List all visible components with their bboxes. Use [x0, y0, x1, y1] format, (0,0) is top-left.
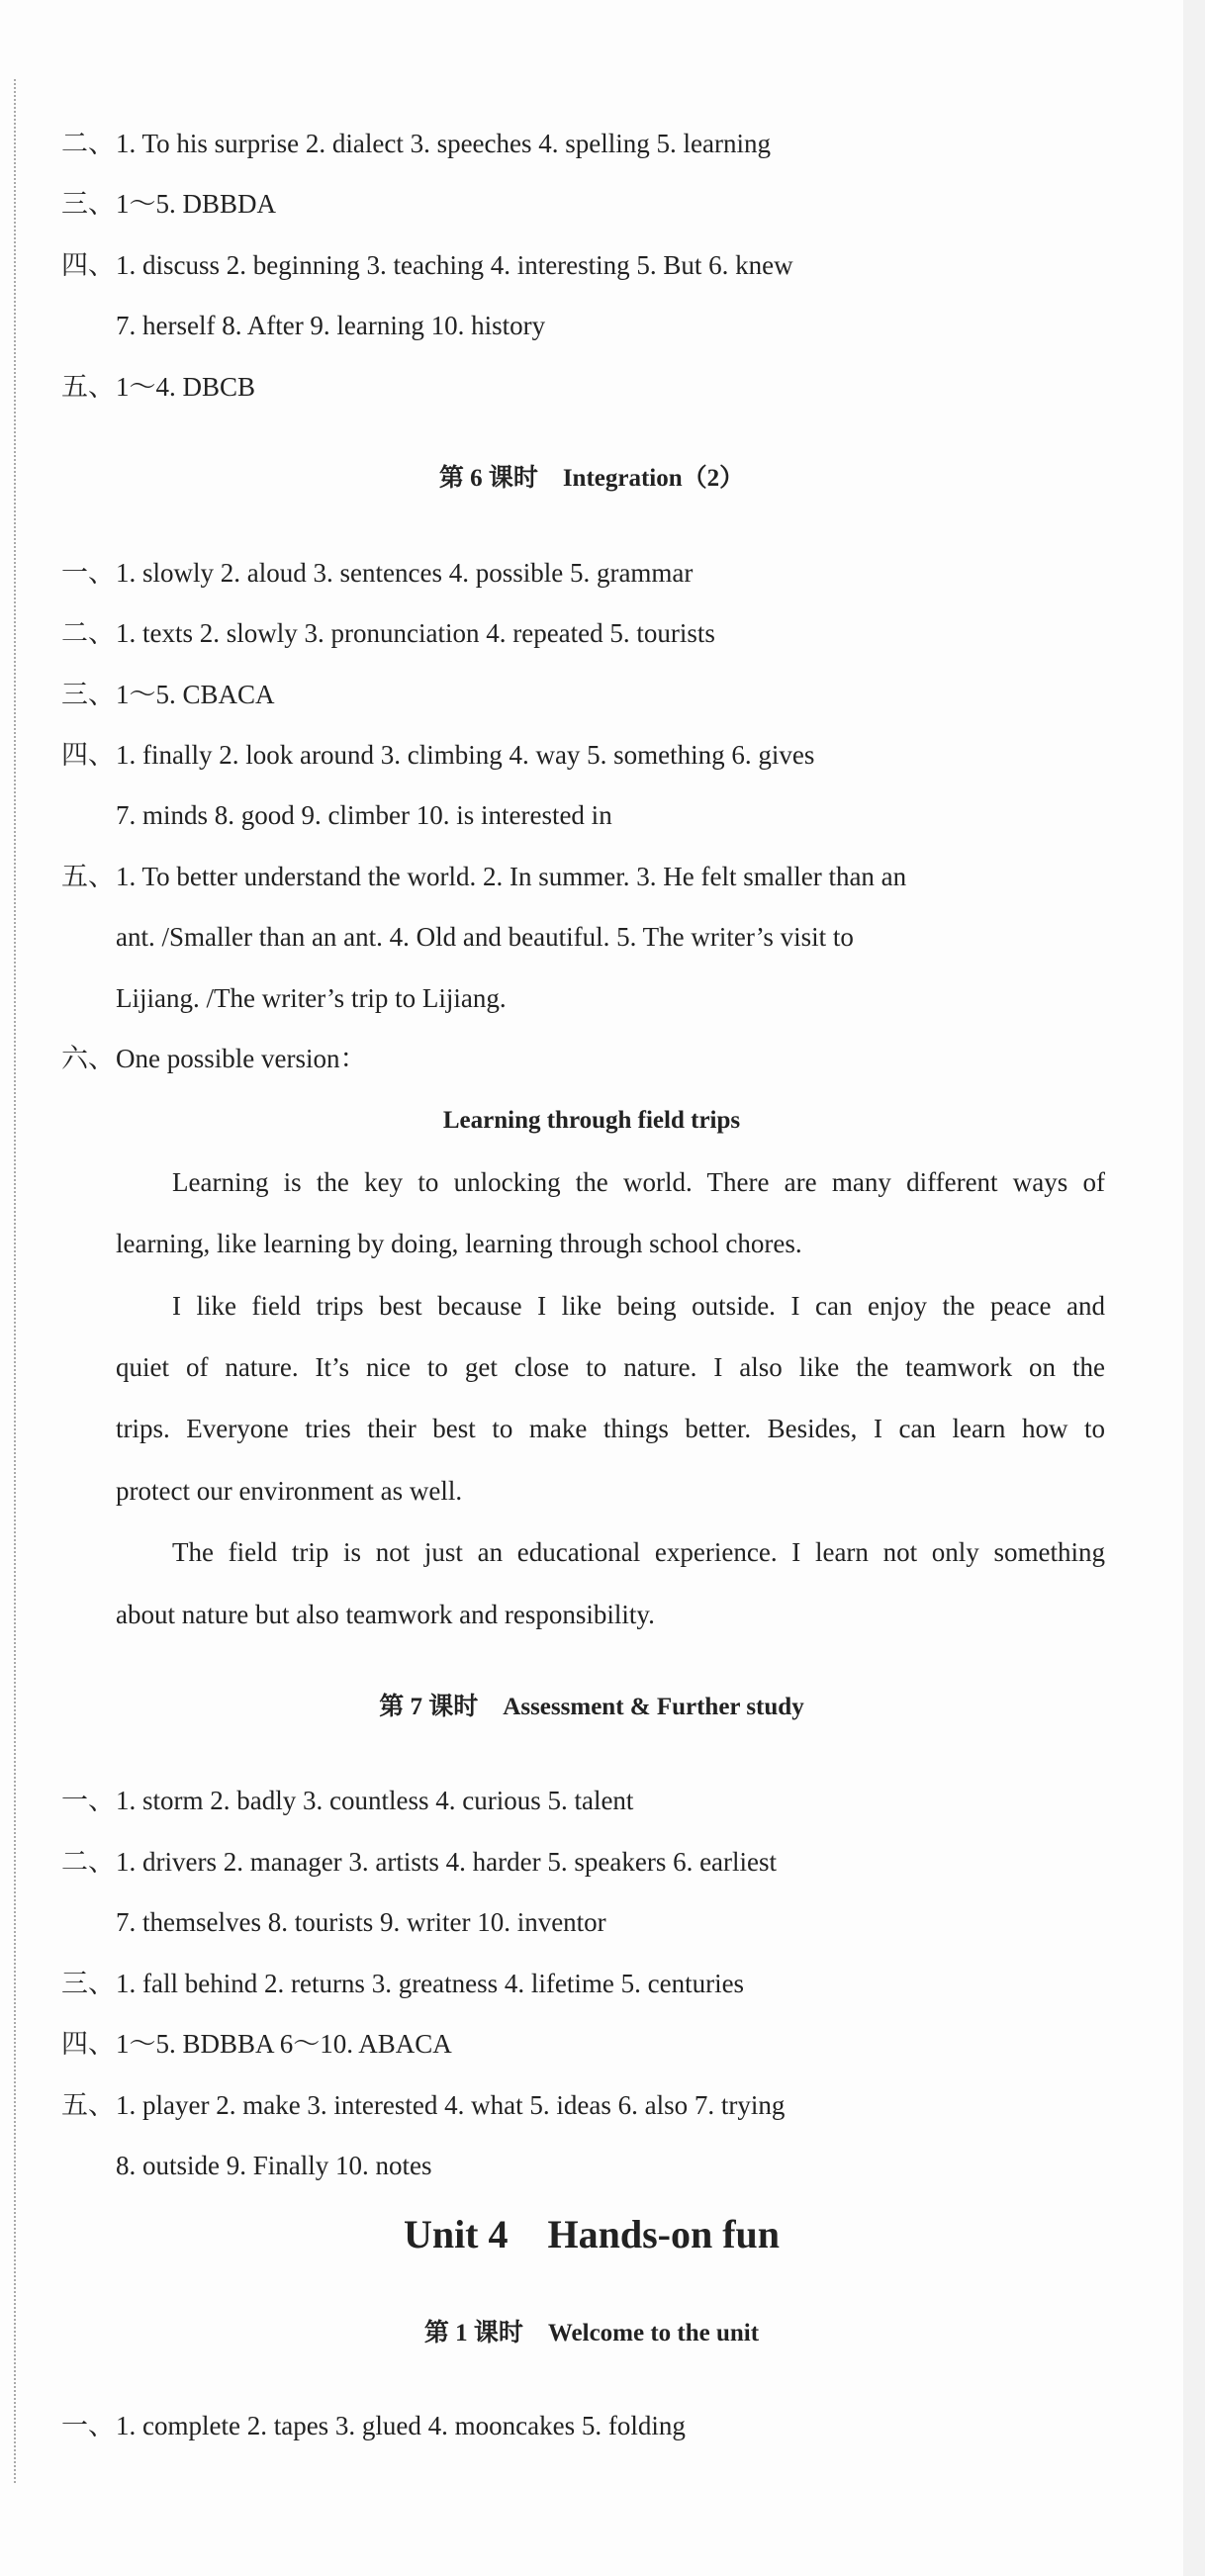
essay-title: Learning through field trips: [442, 1107, 741, 1134]
answer-page: 二、 1. To his surprise 2. dialect 3. speeches 4. spelling 5. learning 三、 1～5. DBBDA 四、 1. discuss 2. beginning 3. teaching 4. interesting 5. But 6. knew 7. herself 8. After 9. learning 10. history 五、 1～4. DBCB 第 6 课时 Integration（2） 一、 1. slowly 2. aloud 3. sentences 4. possible 5. grammar 二、 1. texts 2. slowly 3. pronunciation 4. repeated 5. tourists 三、 1～5. CBACA 四、 1. finally 2. look around 3. climbing 4. way 5. something 6. gives 7. minds 8. good 9. climber 10. is interested in 五、 1. To better understand the world. 2. In summer. 3. He felt smaller than an ant. /Smaller than an ant. 4. Old and beautiful. 5. The writer’s visit to Lijiang. /The writer’s trip to Lijiang. 六、 One possible version： Learning through field trips Learning is the key to unlocking the world. There are many different ways of learning, like learning by doing, learning through school chores. I like field trips best because I like being outside. I can enjoy the peace and quiet of nature. It’s nice to get close to nature. I also like the teamwork on the trips. Everyone tries their best to make things better. Besides, I can learn how to protect our environment as well. The field trip is not just an educational experience. I learn not only something about nature but also teamwork and responsibility. 第 7 课时 Assessment & Further study 一、 1. storm 2. badly 3. countless 4. curious 5. talent 二、 1. drivers 2. manager 3. artists 4. harder 5. speakers 6. earliest 7. themselves 8. tourists 9. writer 10. inventor 三、 1. fall behind 2. returns 3. greatness 4. lifetime 5. centuries 四、 1～5. BDBBA 6～10. ABACA 五、 1. player 2. make 3. interested 4. what 5. ideas 6. also 7. trying 8. outside 9. Finally 10. notes Unit 4 Hands-on fun 第 1 课时 Welcome to the unit 一、 1. complete 2. tapes 3. glued 4. mooncakes 5. folding: [0, 0, 1183, 2576]
lesson-7-title: 第 7 课时 Assessment & Further study: [379, 1694, 804, 1720]
lesson-6-title: 第 6 课时 Integration（2）: [438, 465, 745, 492]
unit-lesson-title: 第 1 课时 Welcome to the unit: [423, 2320, 760, 2346]
unit-title: Unit 4 Hands-on fun: [403, 2212, 781, 2256]
binding-margin-dots: [14, 79, 16, 2483]
